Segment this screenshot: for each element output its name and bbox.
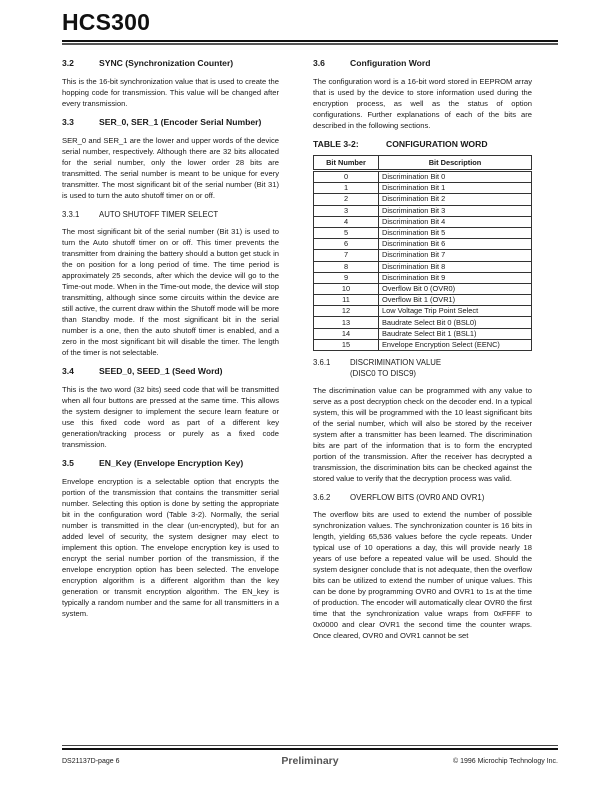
table-title: CONFIGURATION WORD: [386, 139, 488, 149]
section-number: 3.6: [313, 58, 325, 68]
bit-description: Discrimination Bit 3: [379, 205, 532, 216]
bit-number: 12: [314, 306, 379, 317]
right-column: [313, 58, 532, 649]
bit-number: 13: [314, 317, 379, 328]
section-body-3-2: This is the 16-bit synchronization value that is used to create the hopping code for transmission. This value will be changed after every transmission.: [62, 77, 279, 108]
section-title: OVERFLOW BITS (OVR0 AND OVR1): [350, 493, 485, 502]
document-status: Preliminary: [281, 755, 339, 767]
bit-number: 7: [314, 250, 379, 261]
column-header: Bit Number: [314, 156, 379, 171]
section-number: 3.5: [62, 458, 74, 468]
footer-rule: [62, 745, 558, 750]
section-body-3-6-1: The discrimination value can be programmed with any value to serve as a post decryption check on the decoder end. In a typical system, this will be programmed with the 10 least significant bits of the serial number, which will also be stored by the receiver system after a transmitter has been learned. The discrimination bits are part of the information that is to form the encrypted portion of the transmission. After the receiver has decrypted a transmission, the discrimination bits can be checked against the stored value to verify that the decryption process was valid.: [313, 386, 532, 483]
bit-number: 10: [314, 283, 379, 294]
bit-description: Discrimination Bit 5: [379, 227, 532, 238]
bit-description: Baudrate Select Bit 0 (BSL0): [379, 317, 532, 328]
section-body-3-4: This is the two word (32 bits) seed code that will be transmitted when all four buttons are pressed at the same time. This allows the system designer to implement the secure learn feature or use this fixed code word as part of a different key generation/tracking process or purely as a fixed code transmission.: [62, 385, 279, 449]
section-title: SEED_0, SEED_1 (Seed Word): [99, 366, 223, 376]
section-body-3-6: The configuration word is a 16-bit word stored in EEPROM array that is used by the device to store information used during the encryption process, as well as the status of option configurations. Further explanations of each of the bits are described in the following sections.: [313, 77, 532, 130]
table-row: [314, 216, 532, 227]
page-title: HCS300: [62, 9, 151, 35]
bit-number: 6: [314, 239, 379, 250]
section-heading-3-5: [62, 458, 279, 469]
left-column: [62, 58, 279, 627]
bit-description: Low Voltage Trip Point Select: [379, 306, 532, 317]
bit-description: Discrimination Bit 6: [379, 239, 532, 250]
bit-description: Discrimination Bit 8: [379, 261, 532, 272]
section-number: 3.6.2: [313, 493, 331, 502]
bit-number: 2: [314, 194, 379, 205]
table-row: [314, 339, 532, 350]
table-row: [314, 227, 532, 238]
section-heading-3-3: [62, 117, 279, 128]
table-row: [314, 171, 532, 183]
section-title: SYNC (Synchronization Counter): [99, 58, 234, 68]
section-number: 3.2: [62, 58, 74, 68]
document-id: DS21137D-page 6: [62, 758, 120, 765]
table-row: [314, 194, 532, 205]
section-body-3-3: SER_0 and SER_1 are the lower and upper words of the device serial number, respectively. Although there are 32 bits allocated for the serial number, only the lower order 28 bits are transmitted. The serial number is meant to be unique for every transmitter. The most significant bit of the serial number (Bit 31) is used to turn the auto shutoff timer on or off.: [62, 136, 279, 200]
bit-description: Envelope Encryption Select (EENC): [379, 339, 532, 350]
table-row: [314, 183, 532, 194]
section-heading-3-2: [62, 58, 279, 69]
bit-number: 4: [314, 216, 379, 227]
header-rule: [62, 40, 558, 45]
table-row: [314, 239, 532, 250]
bit-description: Discrimination Bit 9: [379, 272, 532, 283]
section-body-3-3-1: The most significant bit of the serial number (Bit 31) is used to turn the Auto shutoff timer on or off. This timer prevents the transmitter from draining the battery should a button get stuck in the on position for a long period of time. The time period is approximately 25 seconds, after which the device will go to the Time-out mode. When in the Time-out mode, the device will stop transmitting, although since some circuits within the device are still active, the current draw within the Shutoff mode will be more than Standby mode. If the most significant bit in the serial number is a one, then the auto shutoff timer is enabled, and a zero in the most significant bit will disable the timer. The length of the timer is not selectable.: [62, 227, 279, 357]
bit-number: 9: [314, 272, 379, 283]
section-body-3-6-2: The overflow bits are used to extend the number of possible synchronization values. The synchronization counter is 16 bits in length, yielding 65,536 values before the cycle repeats. Under typical use of 10 operations a day, this will provide nearly 18 years of use before a repeated value will be used. Should the system designer conclude that is not adequate, then the overflow bits can be utilized to extend the number of unique values. This can be done by programming OVR0 and OVR1 to 1s at the time of production. The encoder will automatically clear OVR0 the first time that the synchronization value wraps from 0xFFFF to 0x0000 and clear OVR1 the second time the counter wraps. Once cleared, OVR0 and OVR1 cannot be set: [313, 510, 532, 640]
bit-description: Discrimination Bit 4: [379, 216, 532, 227]
bit-description: Discrimination Bit 0: [379, 171, 532, 183]
bit-number: 15: [314, 339, 379, 350]
bit-number: 3: [314, 205, 379, 216]
section-body-3-5: Envelope encryption is a selectable option that encrypts the portion of the transmission that contains the transmitter serial number. Selecting this option is done by setting the appropriate bit in the configuration word (Table 3-2). Normally, the serial number is transmitted in the clear (un-encrypted), but for an added level of security, the system designer may elect to implement this option. The envelope encryption key is used to encrypt the serial number portion of the transmission, if the envelope encryption option has been selected. The envelope encryption algorithm is a different algorithm than the key generation or transmit encryption algorithm. The EN_key is typically a random number and the same for all transmitters in a system.: [62, 477, 279, 618]
section-number: 3.4: [62, 366, 74, 376]
subsection-heading-3-6-1: [313, 357, 532, 379]
table-row: [314, 295, 532, 306]
bit-description: Discrimination Bit 1: [379, 183, 532, 194]
section-title: DISCRIMINATION VALUE (DISC0 TO DISC9): [350, 358, 442, 378]
table-row: [314, 250, 532, 261]
bit-number: 14: [314, 328, 379, 339]
table-row: [314, 205, 532, 216]
section-title: SER_0, SER_1 (Encoder Serial Number): [99, 117, 262, 127]
column-header: Bit Description: [379, 156, 532, 171]
section-title: EN_Key (Envelope Encryption Key): [99, 458, 244, 468]
bit-number: 1: [314, 183, 379, 194]
copyright-notice: © 1996 Microchip Technology Inc.: [452, 758, 558, 765]
table-row: [314, 272, 532, 283]
subsection-heading-3-6-2: [313, 492, 532, 503]
subsection-heading-3-3-1: [62, 209, 279, 220]
bit-description: Baudrate Select Bit 1 (BSL1): [379, 328, 532, 339]
table-header-row: [314, 156, 532, 171]
table-row: [314, 283, 532, 294]
table-row: [314, 328, 532, 339]
table-label: TABLE 3-2:: [313, 139, 359, 149]
section-heading-3-6: [313, 58, 532, 69]
table-row: [314, 261, 532, 272]
table-row: [314, 306, 532, 317]
bit-number: 0: [314, 171, 379, 183]
bit-description: Overflow Bit 0 (OVR0): [379, 283, 532, 294]
table-row: [314, 317, 532, 328]
section-title: Configuration Word: [350, 58, 431, 68]
bit-number: 5: [314, 227, 379, 238]
page-footer: [62, 755, 558, 771]
section-heading-3-4: [62, 366, 279, 377]
bit-number: 8: [314, 261, 379, 272]
table-caption: [313, 139, 532, 150]
section-number: 3.3: [62, 117, 74, 127]
bit-description: Overflow Bit 1 (OVR1): [379, 295, 532, 306]
bit-number: 11: [314, 295, 379, 306]
bit-description: Discrimination Bit 2: [379, 194, 532, 205]
configuration-word-table: [313, 155, 532, 351]
section-title: AUTO SHUTOFF TIMER SELECT: [99, 210, 219, 219]
section-number: 3.6.1: [313, 358, 331, 367]
bit-description: Discrimination Bit 7: [379, 250, 532, 261]
section-number: 3.3.1: [62, 210, 80, 219]
